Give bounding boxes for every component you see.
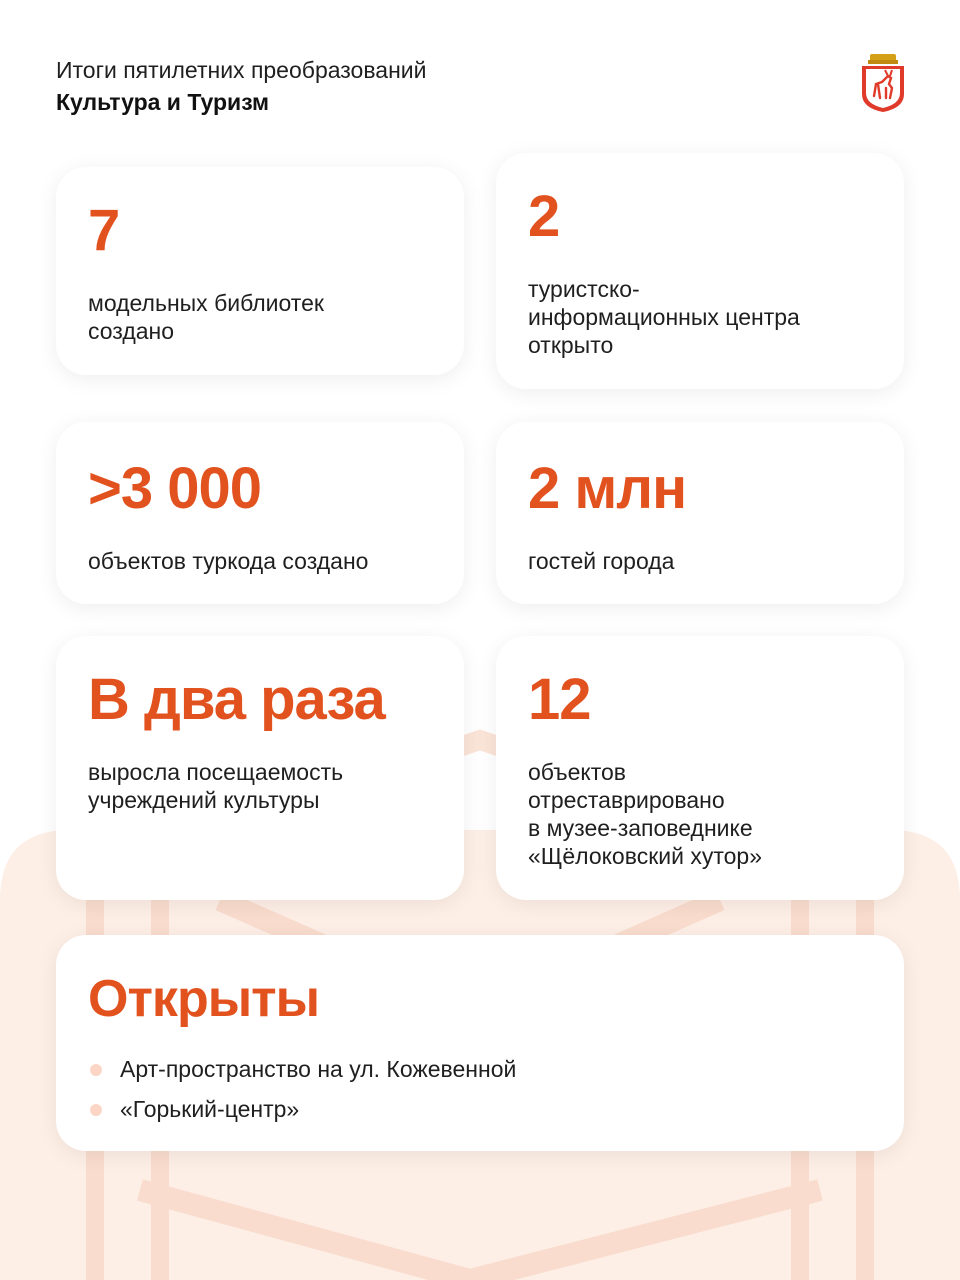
opened-card — [56, 935, 904, 1151]
bullet-icon — [90, 1064, 102, 1076]
stat-description: выросла посещаемость учреждений культуры — [88, 759, 344, 813]
stat-description: объектов отреставрировано в музее-заповеднике «Щёлоковский хутор» — [528, 759, 762, 869]
stat-card-attendance — [56, 636, 464, 900]
list-item — [88, 1089, 872, 1129]
opened-list — [88, 1049, 872, 1129]
list-item — [88, 1049, 872, 1089]
bullet-icon — [90, 1104, 102, 1116]
stat-card-tourist-centers — [496, 153, 904, 389]
stat-description: объектов туркода создано — [88, 548, 369, 574]
stat-value: 7 — [88, 198, 120, 263]
stat-description: модельных библиотек создано — [88, 290, 324, 344]
list-item-label: Арт-пространство на ул. Кожевенной — [120, 1056, 517, 1082]
header-subtitle: Итоги пятилетних преобразований — [56, 57, 427, 83]
coat-of-arms-icon — [858, 54, 908, 114]
stat-description: гостей города — [528, 548, 675, 574]
stat-card-city-guests — [496, 422, 904, 604]
stat-description: туристско- информационных центра открыто — [528, 276, 800, 358]
header — [56, 54, 427, 118]
stat-card-libraries — [56, 167, 464, 375]
stat-card-restored-objects — [496, 636, 904, 900]
header-title: Культура и Туризм — [56, 89, 270, 115]
list-item-label: «Горький-центр» — [120, 1096, 300, 1122]
opened-title: Открыты — [88, 970, 319, 1028]
stat-value: >3 000 — [88, 456, 262, 521]
stat-value: 12 — [528, 667, 591, 732]
stat-value: В два раза — [88, 667, 385, 732]
stat-value: 2 млн — [528, 456, 687, 521]
stat-card-tourcode-objects — [56, 422, 464, 604]
stat-value: 2 — [528, 184, 560, 249]
